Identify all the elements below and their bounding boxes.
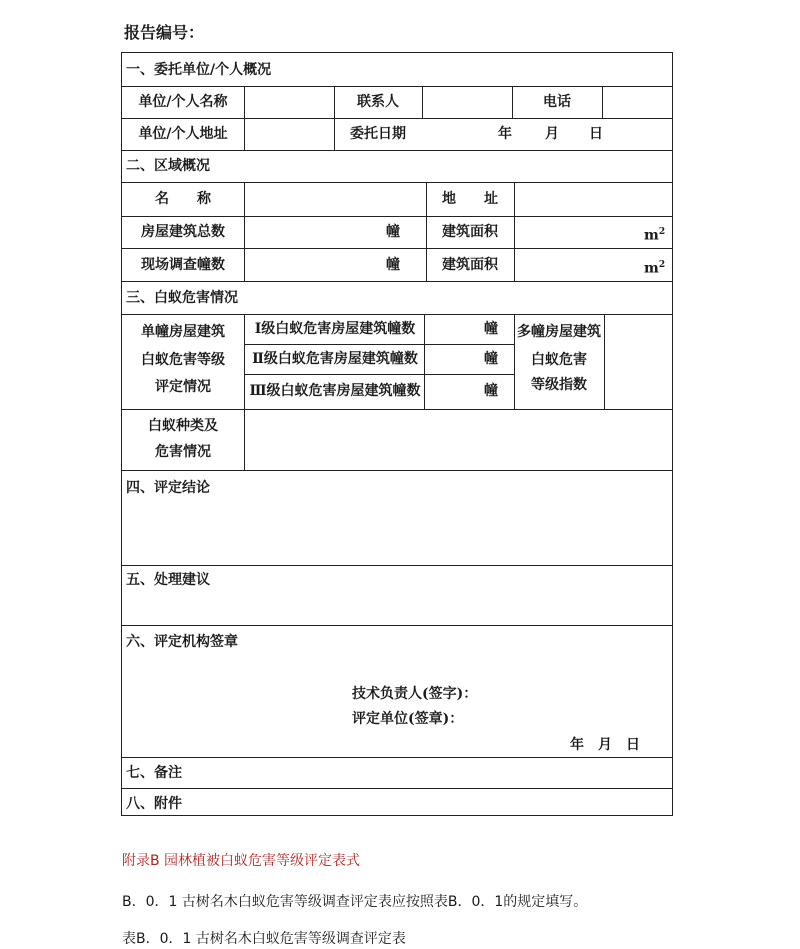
date-month: 月 xyxy=(545,126,559,142)
date-day: 日 xyxy=(589,126,603,142)
fill-instruction: B．0．1 古树名木白蚁危害等级调查评定表应按照表B．0．1的规定填写。 xyxy=(122,894,588,910)
date-year: 年 xyxy=(498,126,512,142)
section-7-title: 七、备注 xyxy=(126,765,182,781)
building-unit: 幢 xyxy=(386,224,400,240)
area-address-label: 地 址 xyxy=(442,191,498,207)
single-building-label-1: 单幢房屋建筑 xyxy=(141,324,225,340)
commission-date-label: 委托日期 xyxy=(350,126,406,142)
multi-building-label-2: 白蚁危害 xyxy=(531,352,587,368)
area-unit: $m^2$ xyxy=(644,260,666,277)
building-unit: 幢 xyxy=(386,257,400,273)
table-title: 表B．0．1 古树名木白蚁危害等级调查评定表 xyxy=(122,931,406,947)
unit-name-label: 单位/个人名称 xyxy=(138,94,228,110)
section-2-title: 二、区域概况 xyxy=(126,158,210,174)
level-2-count-label: Ⅱ级白蚁危害房屋建筑幢数 xyxy=(252,351,418,367)
phone-label: 电话 xyxy=(543,94,571,110)
unit-address-label: 单位/个人地址 xyxy=(138,126,228,142)
evaluation-form xyxy=(121,52,673,816)
tech-lead-signature-label: 技术负责人(签字)： xyxy=(352,686,478,702)
multi-building-label-1: 多幢房屋建筑 xyxy=(517,324,601,340)
building-area-label: 建筑面积 xyxy=(442,224,498,240)
section-8-title: 八、附件 xyxy=(126,796,182,812)
section-5-title: 五、处理建议 xyxy=(126,572,210,588)
level-unit: 幢 xyxy=(484,321,498,337)
level-unit: 幢 xyxy=(484,351,498,367)
section-3-title: 三、白蚁危害情况 xyxy=(126,290,238,306)
section-4-title: 四、评定结论 xyxy=(126,480,210,496)
species-label-1: 白蚁种类及 xyxy=(148,418,218,434)
report-number-label: 报告编号： xyxy=(124,23,205,42)
appendix-heading: 附录B 园林植被白蚁危害等级评定表式 xyxy=(122,853,361,869)
single-building-label-2: 白蚁危害等级 xyxy=(141,352,225,368)
surveyed-buildings-label: 现场调查幢数 xyxy=(141,257,225,273)
section-6-title: 六、评定机构签章 xyxy=(126,634,238,650)
area-name-label: 名 称 xyxy=(155,191,211,207)
total-buildings-label: 房屋建筑总数 xyxy=(141,224,225,240)
eval-unit-stamp-label: 评定单位(签章)： xyxy=(352,711,464,727)
single-building-label-3: 评定情况 xyxy=(155,379,211,395)
species-label-2: 危害情况 xyxy=(155,444,211,460)
building-area-label: 建筑面积 xyxy=(442,257,498,273)
area-unit: $m^2$ xyxy=(644,227,666,244)
section-1-title: 一、委托单位/个人概况 xyxy=(126,62,272,78)
multi-building-label-3: 等级指数 xyxy=(531,377,587,393)
sign-date: 年 月 日 xyxy=(570,737,640,753)
level-3-count-label: Ⅲ级白蚁危害房屋建筑幢数 xyxy=(249,383,421,399)
contact-label: 联系人 xyxy=(357,94,399,110)
level-unit: 幢 xyxy=(484,383,498,399)
level-1-count-label: Ⅰ级白蚁危害房屋建筑幢数 xyxy=(254,321,416,337)
